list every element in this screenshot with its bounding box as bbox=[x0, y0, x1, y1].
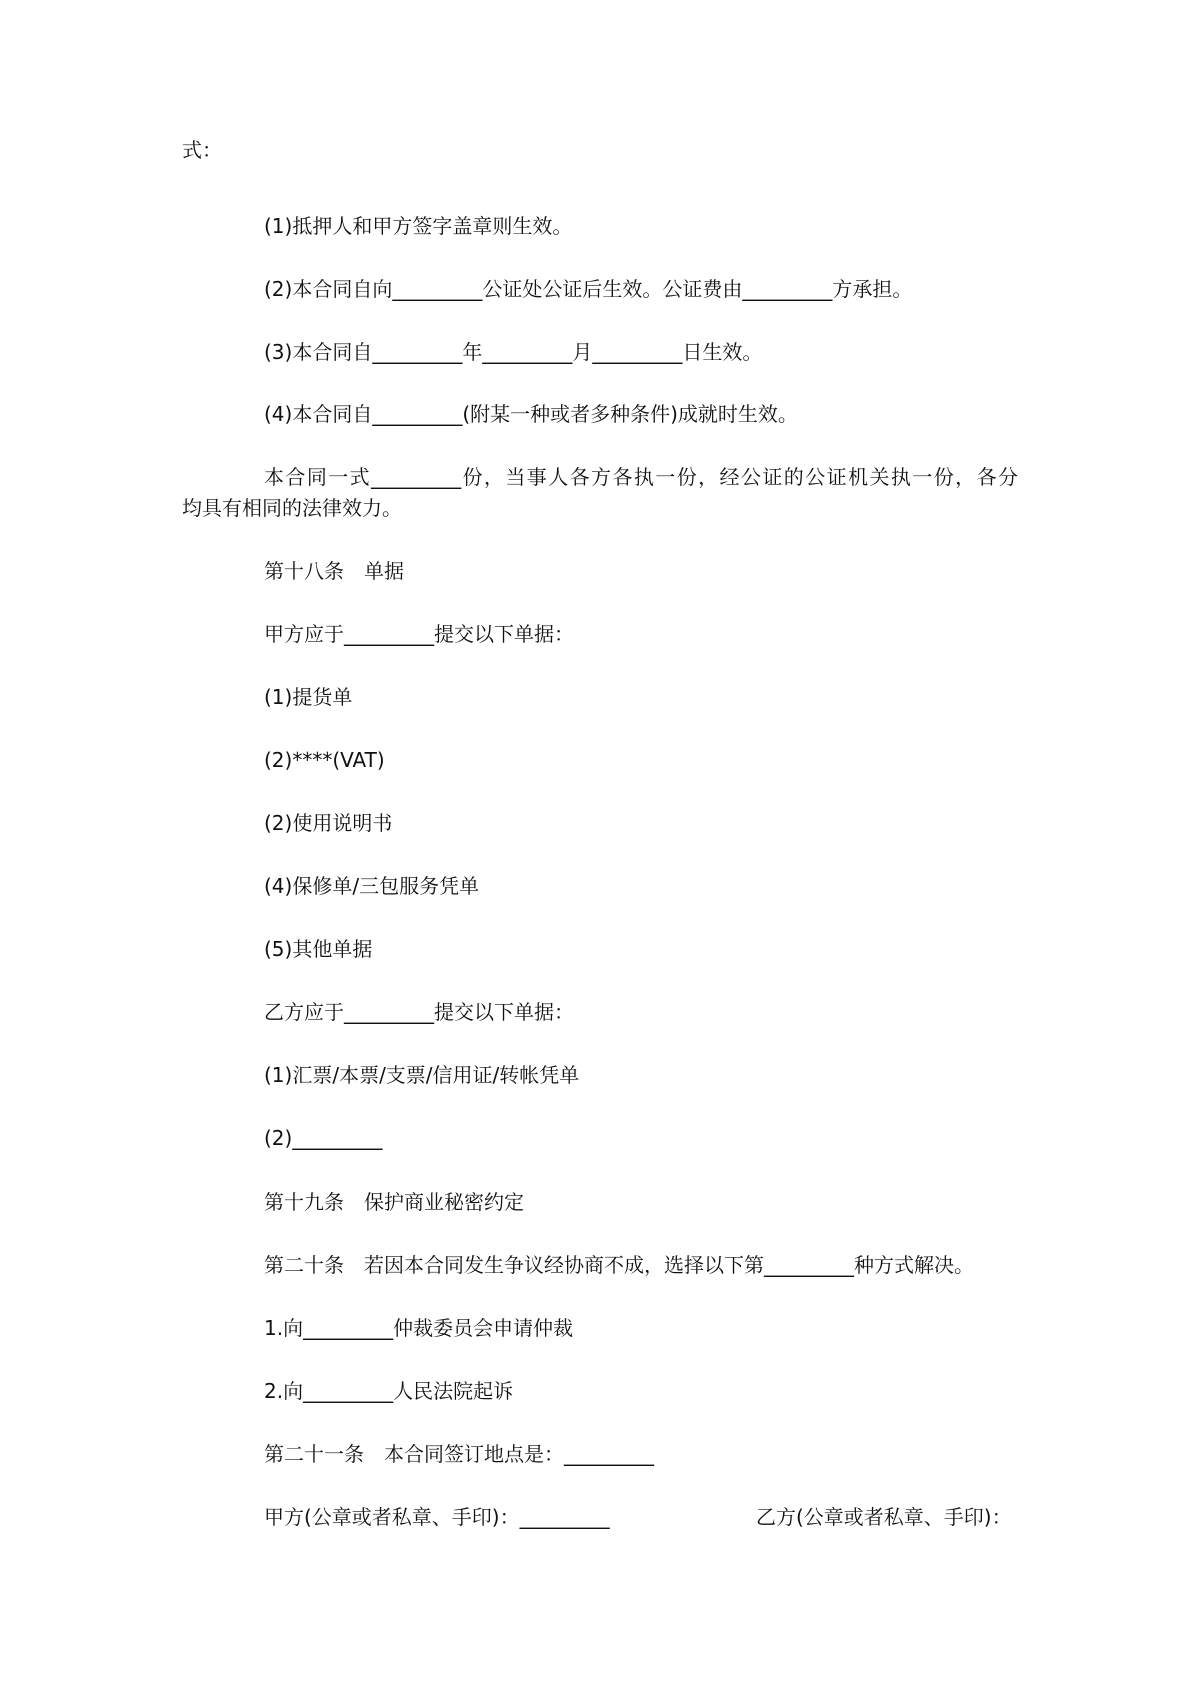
list-item: 1.向_________仲裁委员会申请仲裁 bbox=[264, 1316, 574, 1340]
text-line: 甲方应于_________提交以下单据： bbox=[264, 622, 574, 646]
text-line: (1)抵押人和甲方签字盖章则生效。 bbox=[264, 214, 573, 238]
list-item: (1)汇票/本票/支票/信用证/转帐凭单 bbox=[264, 1063, 580, 1087]
text-line: (4)本合同自_________(附某一种或者多种条件)成就时生效。 bbox=[264, 402, 798, 426]
section-heading: 第十九条 保护商业秘密约定 bbox=[264, 1190, 524, 1214]
text-line: (3)本合同自_________年_________月_________日生效。 bbox=[264, 340, 763, 364]
text-line: 本合同一式_________份，当事人各方各执一份，经公证的公证机关执一份，各分 bbox=[264, 465, 1018, 489]
list-item: 2.向_________人民法院起诉 bbox=[264, 1379, 514, 1403]
section-heading: 第十八条 单据 bbox=[264, 559, 404, 583]
text-line: 式： bbox=[182, 138, 222, 162]
signature-party-b: 乙方(公章或者私章、手印)： bbox=[756, 1505, 1012, 1529]
list-item: (2)使用说明书 bbox=[264, 811, 393, 835]
text-line: 均具有相同的法律效力。 bbox=[182, 496, 402, 520]
signature-party-a: 甲方(公章或者私章、手印)：_________ bbox=[264, 1505, 610, 1529]
list-item: (4)保修单/三包服务凭单 bbox=[264, 874, 480, 898]
list-item: (2)****(VAT) bbox=[264, 748, 385, 772]
list-item: (2)_________ bbox=[264, 1126, 383, 1150]
list-item: (1)提货单 bbox=[264, 685, 353, 709]
text-line: (2)本合同自向_________公证处公证后生效。公证费由_________方承担。 bbox=[264, 277, 913, 301]
text-line: 乙方应于_________提交以下单据： bbox=[264, 1000, 574, 1024]
section-heading: 第二十一条 本合同签订地点是：_________ bbox=[264, 1442, 654, 1466]
list-item: (5)其他单据 bbox=[264, 937, 373, 961]
section-heading: 第二十条 若因本合同发生争议经协商不成，选择以下第_________种方式解决。 bbox=[264, 1253, 974, 1277]
